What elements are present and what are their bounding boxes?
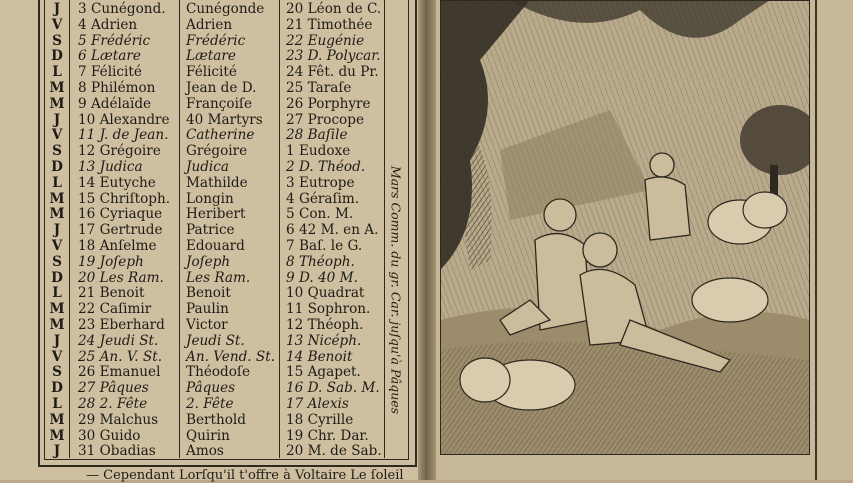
alt-calendar-name: Benoit	[186, 285, 231, 302]
julian-calendar-name: 15 Agapet.	[286, 364, 361, 381]
side-note	[388, 120, 404, 460]
day-name: 10 Alexandre	[78, 111, 170, 128]
julian-calendar-name: 27 Procope	[286, 111, 364, 128]
pastoral-engraving	[440, 0, 810, 455]
julian-calendar-name: 9 D. 40 M.	[286, 269, 358, 286]
julian-calendar-name: 21 Timothée	[286, 16, 373, 33]
weekday-letter: M	[49, 206, 65, 223]
alt-calendar-name: Pâques	[186, 380, 236, 397]
day-name: 26 Emanuel	[78, 364, 161, 381]
julian-calendar-name: 22 Eugénie	[286, 32, 365, 49]
weekday-letter: L	[52, 174, 62, 191]
day-name: 14 Eutyche	[78, 174, 156, 191]
alt-calendar-name: Catherine	[186, 127, 255, 144]
calendar-row	[0, 64, 420, 81]
julian-calendar-name: 18 Cyrille	[286, 411, 354, 428]
julian-calendar-name: 10 Quadrat	[286, 285, 365, 302]
day-name: 30 Guido	[78, 427, 141, 444]
julian-calendar-name: 12 Théoph.	[286, 317, 364, 333]
alt-calendar-name: Théodoſe	[186, 364, 251, 381]
day-name: 24 Jeudi St.	[78, 332, 159, 349]
day-name: 21 Benoit	[78, 285, 145, 302]
weekday-letter: M	[49, 80, 65, 96]
weekday-letter: L	[52, 64, 62, 81]
calendar-row	[0, 428, 420, 445]
alt-calendar-name: Mathilde	[186, 174, 248, 191]
weekday-letter: M	[49, 95, 65, 112]
julian-calendar-name: 1 Eudoxe	[286, 143, 351, 160]
weekday-letter: J	[53, 111, 61, 128]
weekday-letter: V	[51, 16, 63, 33]
calendar-row	[0, 396, 420, 413]
weekday-letter: D	[51, 269, 63, 286]
weekday-letter: V	[51, 127, 63, 144]
calendar-row	[0, 175, 420, 192]
alt-calendar-name: Longin	[186, 190, 234, 207]
julian-calendar-name: 13 Nicéph.	[286, 332, 362, 349]
day-name: 11 J. de Jean.	[78, 127, 169, 144]
calendar-row	[0, 317, 420, 334]
calendar-row	[0, 270, 420, 287]
alt-calendar-name: Grégoire	[186, 143, 248, 160]
julian-calendar-name: 4 Géraſim.	[286, 190, 360, 207]
weekday-letter: M	[49, 317, 65, 333]
side-note-text: Mars Comm. du gr. Car. juſqu'à Pâques	[388, 165, 404, 415]
day-name: 31 Obadias	[78, 443, 156, 460]
day-name: 17 Gertrude	[78, 222, 163, 239]
weekday-letter: S	[52, 364, 62, 381]
julian-calendar-name: 8 Théoph.	[286, 253, 355, 270]
weekday-letter: S	[52, 32, 62, 49]
alt-calendar-name: Heribert	[186, 206, 246, 223]
day-name: 20 Les Ram.	[78, 269, 164, 286]
day-name: 25 An. V. St.	[78, 348, 163, 365]
alt-calendar-name: Lætare	[186, 48, 236, 65]
calendar-row	[0, 17, 420, 34]
julian-calendar-name: 25 Taraſe	[286, 80, 352, 96]
day-name: 13 Judica	[78, 159, 143, 175]
julian-calendar-name: 28 Baſile	[286, 127, 348, 144]
alt-calendar-name: Cunégonde	[186, 1, 265, 17]
julian-calendar-name: 5 Con. M.	[286, 206, 354, 223]
day-name: 28 2. Fête	[78, 396, 148, 412]
alt-calendar-name: Jean de D.	[186, 80, 257, 96]
julian-calendar-name: 17 Alexis	[286, 396, 349, 412]
calendar-row	[0, 191, 420, 208]
weekday-letter: J	[53, 1, 61, 17]
calendar-row	[0, 301, 420, 318]
alt-calendar-name: An. Vend. St.	[186, 348, 276, 365]
calendar-row	[0, 96, 420, 113]
calendar-row	[0, 364, 420, 381]
day-name: 15 Chriſtoph.	[78, 190, 171, 207]
weekday-letter: M	[49, 427, 65, 444]
day-name: 27 Pâques	[78, 380, 149, 397]
alt-calendar-name: Patrice	[186, 222, 235, 239]
julian-calendar-name: 26 Porphyre	[286, 95, 371, 112]
julian-calendar-name: 14 Benoit	[286, 348, 353, 365]
day-name: 8 Philémon	[78, 80, 156, 96]
day-name: 3 Cunégond.	[78, 1, 166, 17]
alt-calendar-name: Les Ram.	[186, 269, 251, 286]
day-name: 23 Eberhard	[78, 317, 165, 333]
calendar-row	[0, 1, 420, 18]
julian-calendar-name: 11 Sophron.	[286, 301, 371, 318]
calendar-row	[0, 159, 420, 176]
julian-calendar-name: 2 D. Théod.	[286, 159, 366, 175]
day-name: 19 Joſeph	[78, 253, 144, 270]
weekday-letter: D	[51, 380, 63, 397]
calendar-row	[0, 48, 420, 65]
calendar-row	[0, 412, 420, 429]
julian-calendar-name: 24 Fêt. du Pr.	[286, 64, 379, 81]
weekday-letter: S	[52, 143, 62, 160]
julian-calendar-name: 7 Baſ. le G.	[286, 238, 363, 254]
calendar-row	[0, 380, 420, 397]
day-name: 9 Adélaïde	[78, 95, 152, 112]
day-name: 29 Malchus	[78, 411, 159, 428]
engraving-image	[440, 0, 810, 455]
alt-calendar-name: Joſeph	[186, 253, 231, 270]
page-edge-rule	[815, 0, 817, 480]
calendar-row	[0, 80, 420, 97]
calendar-row	[0, 254, 420, 271]
calendar-row	[0, 206, 420, 223]
calendar-row	[0, 112, 420, 129]
calendar-row	[0, 238, 420, 255]
weekday-letter: J	[53, 443, 61, 460]
alt-calendar-name: Félicité	[186, 64, 237, 81]
weekday-letter: D	[51, 48, 63, 65]
calendar-row	[0, 222, 420, 239]
alt-calendar-name: Jeudi St.	[186, 332, 245, 349]
weekday-letter: S	[52, 253, 62, 270]
day-name: 22 Caſimir	[78, 301, 152, 318]
calendar-row	[0, 33, 420, 50]
julian-calendar-name: 19 Chr. Dar.	[286, 427, 369, 444]
alt-calendar-name: Victor	[186, 317, 228, 333]
day-name: 5 Frédéric	[78, 32, 151, 49]
alt-calendar-name: 2. Fête	[186, 396, 234, 412]
alt-calendar-name: 40 Martyrs	[186, 111, 263, 128]
calendar-row	[0, 143, 420, 160]
calendar-row	[0, 349, 420, 366]
weekday-letter: D	[51, 159, 63, 175]
day-name: 16 Cyriaque	[78, 206, 163, 223]
julian-calendar-name: 20 M. de Sab.	[286, 443, 382, 460]
weekday-letter: M	[49, 190, 65, 207]
day-name: 6 Lætare	[78, 48, 141, 65]
weekday-letter: M	[49, 301, 65, 318]
weekday-letter: V	[51, 348, 63, 365]
calendar-row	[0, 285, 420, 302]
weekday-letter: L	[52, 285, 62, 302]
alt-calendar-name: Berthold	[186, 411, 246, 428]
julian-calendar-name: 23 D. Polycar.	[286, 48, 381, 65]
day-name: 4 Adrien	[78, 16, 138, 33]
calendar-row	[0, 127, 420, 144]
day-name: 12 Grégoire	[78, 143, 161, 160]
alt-calendar-name: Judica	[186, 159, 229, 175]
weekday-letter: M	[49, 411, 65, 428]
weekday-letter: L	[52, 396, 62, 412]
book-gutter	[418, 0, 436, 480]
julian-calendar-name: 6 42 M. en A.	[286, 222, 379, 239]
alt-calendar-name: Adrien	[186, 16, 233, 33]
bottom-line-text: — Cependant Lorſqu'il t'offre à Voltaire Le ſoleil	[86, 468, 404, 483]
alt-calendar-name: Amos	[186, 443, 224, 460]
alt-calendar-name: Edouard	[186, 238, 245, 254]
weekday-letter: J	[53, 332, 61, 349]
alt-calendar-name: Frédéric	[186, 32, 246, 49]
calendar-row	[0, 333, 420, 350]
alt-calendar-name: Françoiſe	[186, 95, 253, 112]
julian-calendar-name: 20 Léon de C.	[286, 1, 382, 17]
julian-calendar-name: 16 D. Sab. M.	[286, 380, 380, 397]
alt-calendar-name: Quirin	[186, 427, 230, 444]
alt-calendar-name: Paulin	[186, 301, 229, 318]
weekday-letter: V	[51, 238, 63, 254]
weekday-letter: J	[53, 222, 61, 239]
day-name: 7 Félicité	[78, 64, 142, 81]
calendar-row	[0, 443, 420, 460]
day-name: 18 Anſelme	[78, 238, 157, 254]
julian-calendar-name: 3 Eutrope	[286, 174, 355, 191]
